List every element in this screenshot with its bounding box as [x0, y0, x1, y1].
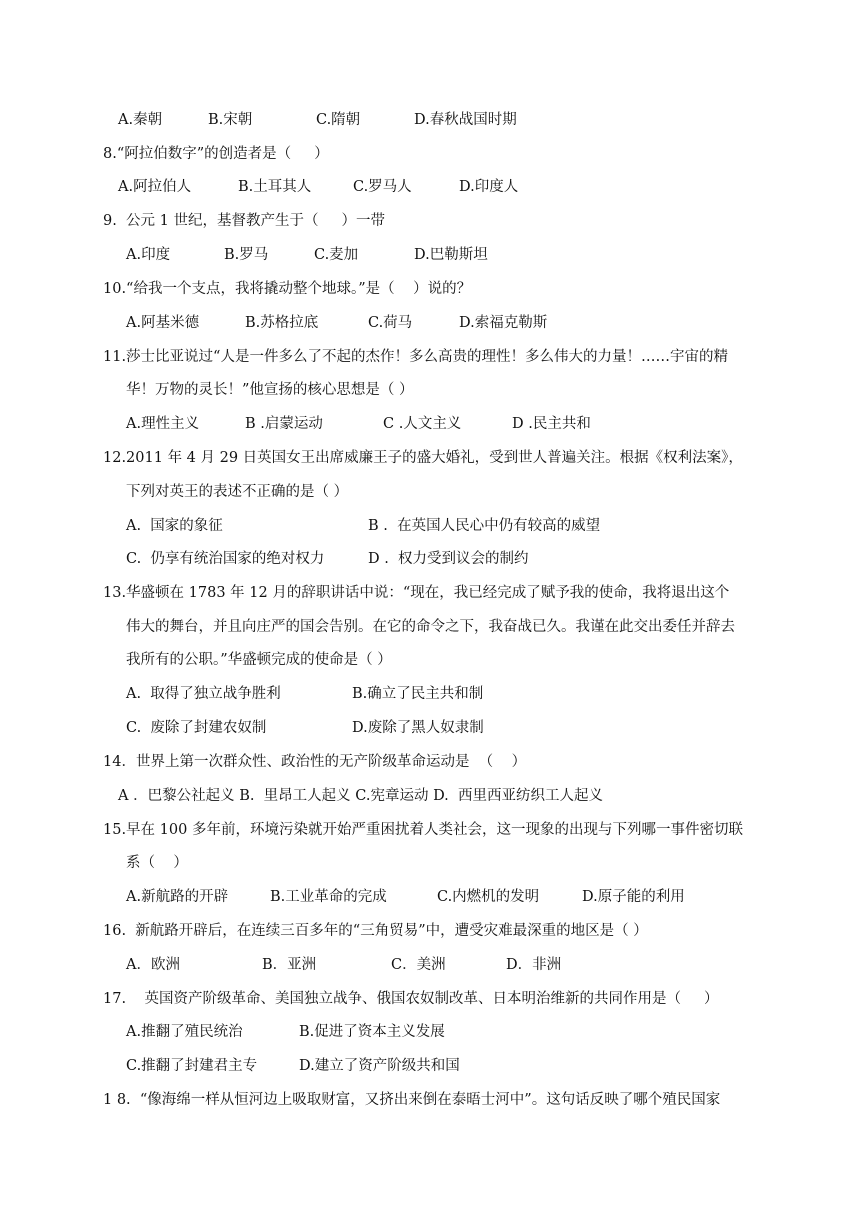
q10-option-a: A.阿基米德 [126, 315, 200, 331]
q8-option-a: A.阿拉伯人 [118, 179, 192, 195]
q11-stem-line-2: 华！万物的灵长！”他宣扬的核心思想是（ ） [126, 382, 414, 398]
q15-option-d: D.原子能的利用 [582, 889, 685, 905]
q17-option-c: C.推翻了封建君主专 [126, 1058, 258, 1074]
q11-option-b: B .启蒙运动 [245, 416, 323, 432]
q12-option-b: B . 在英国人民心中仍有较高的威望 [368, 518, 601, 534]
q17-option-d: D.建立了资产阶级共和国 [299, 1058, 460, 1074]
q9-option-d: D.巴勒斯坦 [414, 247, 488, 263]
q10-stem: 10.“给我一个支点，我将撬动整个地球。”是（ ）说的？ [103, 281, 472, 297]
q8-stem: 8.“阿拉伯数字”的创造者是（ ） [103, 146, 329, 162]
q18-stem: 1 8. “像海绵一样从恒河边上吸取财富，又挤出来倒在泰晤士河中”。这句话反映了哪个殖民国家 [103, 1092, 721, 1108]
q9-stem: 9. 公元 1 世纪，基督教产生于（ ）一带 [103, 213, 386, 229]
q7-option-a: A.秦朝 [118, 112, 163, 128]
q16-option-a: A．欧洲 [126, 957, 180, 973]
q12-option-a: A. 国家的象征 [126, 518, 223, 534]
q12-option-c: C. 仍享有统治国家的绝对权力 [126, 551, 325, 567]
q9-option-a: A.印度 [126, 247, 171, 263]
q10-option-d: D.索福克勒斯 [459, 315, 548, 331]
q14-options: A ．巴黎公社起义 B. 里昂工人起义 C.宪章运动 D. 西里西亚纺织工人起义 [118, 788, 604, 804]
q13-stem-line-2: 伟大的舞台，并且向庄严的国会告别。在它的命令之下，我奋战已久。我谨在此交出委任并辞去 [126, 619, 735, 635]
q13-option-a: A. 取得了独立战争胜利 [126, 686, 281, 702]
q13-option-b: B.确立了民主共和制 [352, 686, 484, 702]
q11-option-c: C .人文主义 [383, 416, 462, 432]
q15-option-c: C.内燃机的发明 [437, 889, 540, 905]
q11-stem-line-1: 11.莎士比亚说过“人是一件多么了不起的杰作！多么高贵的理性！多么伟大的力量！……宇宙的精 [103, 349, 728, 365]
q14-stem: 14．世界上第一次群众性、政治性的无产阶级革命运动是 （ ） [103, 754, 527, 770]
q15-stem-line-1: 15.早在 100 多年前，环境污染就开始严重困扰着人类社会，这一现象的出现与下列哪一事件密切联 [103, 822, 743, 838]
q15-stem-line-2: 系（ ） [126, 855, 188, 871]
q7-option-b: B.宋朝 [208, 112, 253, 128]
q17-option-a: A.推翻了殖民统治 [126, 1024, 243, 1040]
q13-stem-line-3: 我所有的公职。”华盛顿完成的使命是（ ） [126, 652, 392, 668]
q13-stem-line-1: 13.华盛顿在 1783 年 12 月的辞职讲话中说：“现在，我已经完成了赋予我的使命，我将退出这个 [103, 585, 730, 601]
q13-option-d: D.废除了黑人奴隶制 [352, 720, 484, 736]
q12-stem-line-2: 下列对英王的表述不正确的是（ ） [126, 484, 349, 500]
q12-stem-line-1: 12.2011 年 4 月 29 日英国女王出席威廉王子的盛大婚礼，受到世人普遍关注。根据《权利法案》， [103, 450, 743, 466]
q8-option-b: B.土耳其人 [238, 179, 312, 195]
q8-option-d: D.印度人 [459, 179, 519, 195]
q13-option-c: C. 废除了封建农奴制 [126, 720, 267, 736]
q9-option-b: B.罗马 [224, 247, 269, 263]
q17-option-b: B.促进了资本主义发展 [299, 1024, 445, 1040]
q16-option-c: C．美洲 [391, 957, 446, 973]
q8-option-c: C.罗马人 [353, 179, 412, 195]
q11-option-d: D .民主共和 [512, 416, 591, 432]
q12-option-d: D . 权力受到议会的制约 [368, 551, 529, 567]
q7-option-c: C.隋朝 [316, 112, 361, 128]
q16-option-d: D．非洲 [506, 957, 562, 973]
q17-stem: 17. 英国资产阶级革命、美国独立战争、俄国农奴制改革、日本明治维新的共同作用是（ ） [103, 991, 719, 1007]
q7-option-d: D.春秋战国时期 [414, 112, 517, 128]
q9-option-c: C.麦加 [314, 247, 359, 263]
q16-option-b: B．亚洲 [262, 957, 317, 973]
q15-option-a: A.新航路的开辟 [126, 889, 229, 905]
q10-option-c: C.荷马 [368, 315, 413, 331]
q10-option-b: B.苏格拉底 [245, 315, 319, 331]
q15-option-b: B.工业革命的完成 [270, 889, 387, 905]
q16-stem: 16. 新航路开辟后，在连续三百多年的“三角贸易”中，遭受灾难最深重的地区是（ ） [103, 923, 648, 939]
q11-option-a: A.理性主义 [126, 416, 200, 432]
